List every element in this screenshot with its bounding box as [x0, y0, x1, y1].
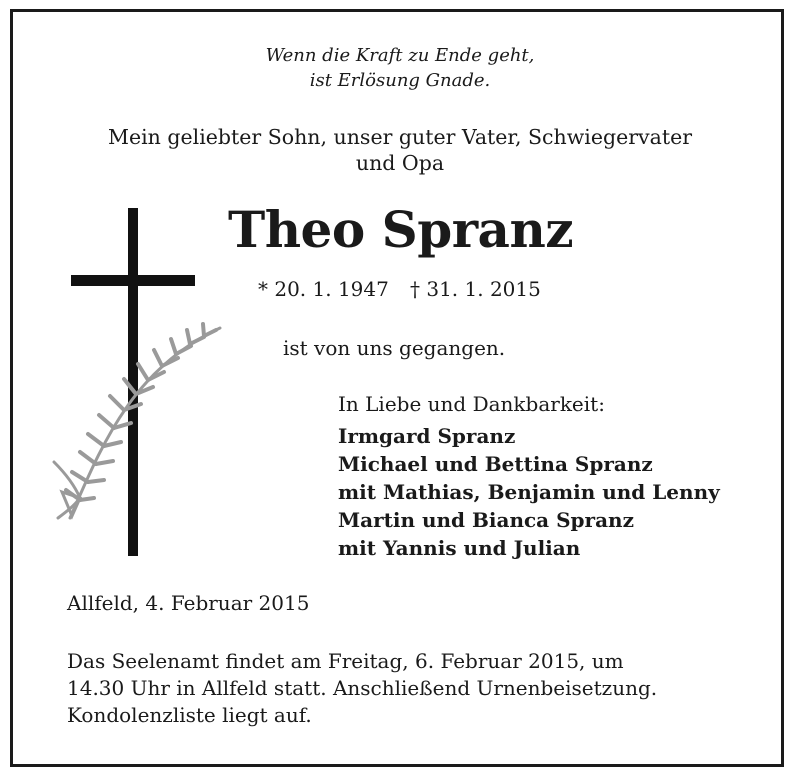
mourner-name: Michael und Bettina Spranz [338, 452, 653, 476]
service-line-3: Kondolenzliste liegt auf. [67, 703, 312, 727]
intro-line-1: Mein geliebter Sohn, unser guter Vater, Schwiegervater [108, 125, 692, 149]
mourner-name: Martin und Bianca Spranz [338, 508, 634, 532]
place-date: Allfeld, 4. Februar 2015 [67, 591, 310, 615]
motto-line-2: ist Erlösung Gnade. [309, 70, 491, 91]
birth-date: * 20. 1. 1947 [258, 277, 389, 301]
passed-text: ist von uns gegangen. [283, 336, 506, 360]
death-date: † 31. 1. 2015 [410, 277, 541, 301]
mourners-heading: In Liebe und Dankbarkeit: [338, 392, 605, 416]
intro-line-2: und Opa [355, 151, 445, 175]
mourner-name: Irmgard Spranz [338, 424, 516, 448]
mourner-name: mit Yannis und Julian [338, 536, 581, 560]
service-line-1: Das Seelenamt findet am Freitag, 6. Februar 2015, um [67, 649, 624, 673]
motto-line-1: Wenn die Kraft zu Ende geht, [265, 45, 535, 66]
deceased-name: Theo Spranz [228, 200, 574, 259]
mourner-name: mit Mathias, Benjamin und Lenny [338, 480, 720, 504]
cross-icon [40, 200, 240, 560]
service-line-2: 14.30 Uhr in Allfeld statt. Anschließend Urnenbeisetzung. [67, 676, 658, 700]
